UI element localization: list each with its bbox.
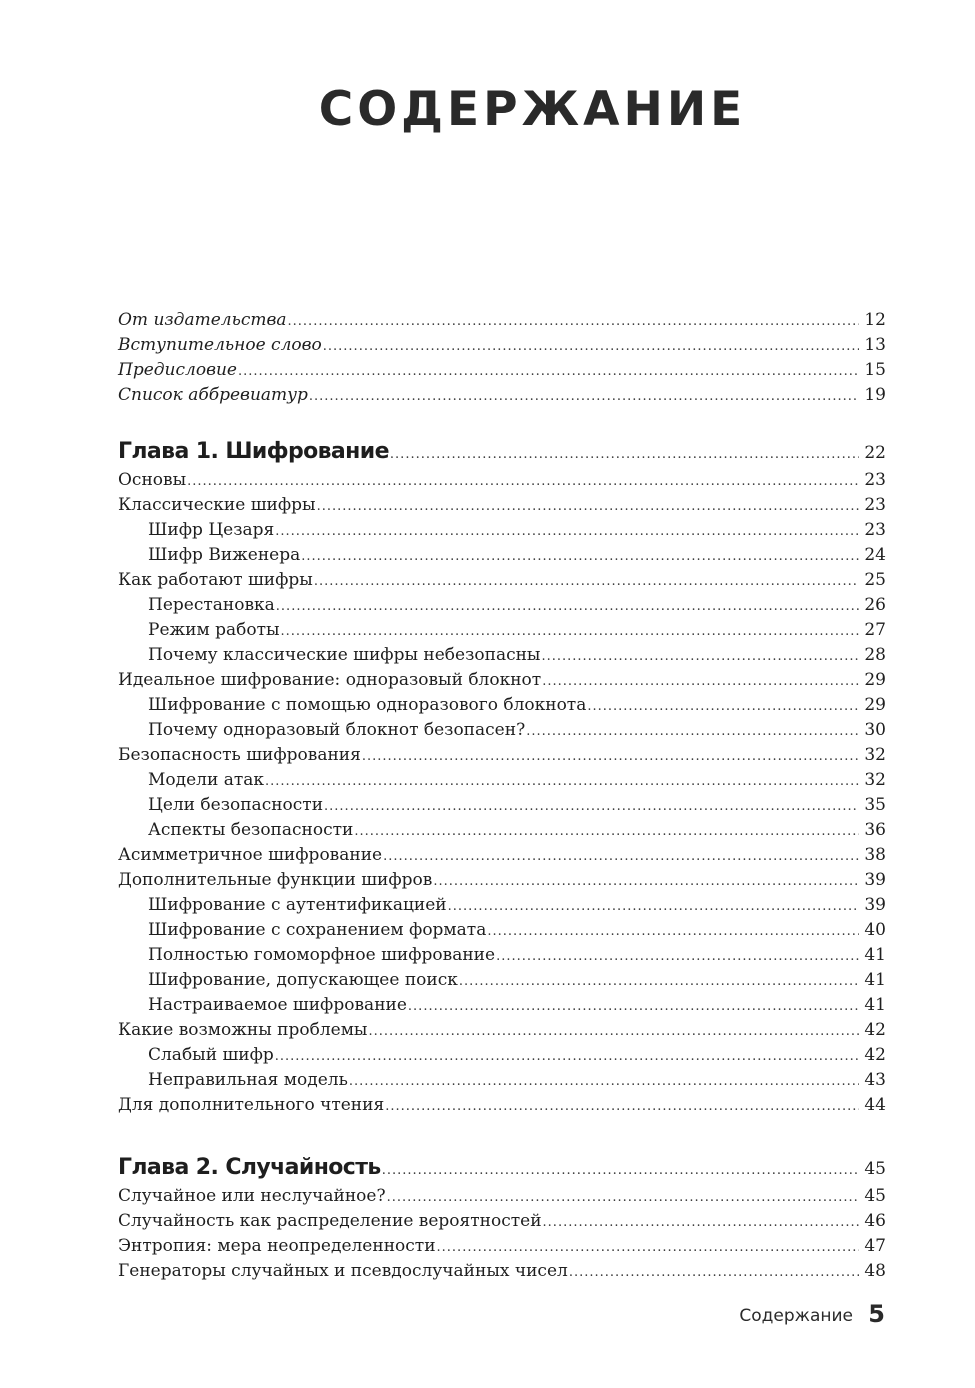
- dot-leader: [238, 359, 859, 384]
- toc-entry-page-number: 29: [864, 695, 886, 715]
- chapter-heading[interactable]: [118, 436, 886, 468]
- toc-subentry[interactable]: [118, 818, 886, 843]
- toc-entry-page-number: 22: [864, 443, 886, 463]
- dot-leader: [385, 1094, 859, 1119]
- toc-subentry[interactable]: [118, 993, 886, 1018]
- toc-entry-title: Как работают шифры: [118, 570, 313, 590]
- toc-entry-page-number: 35: [864, 795, 886, 815]
- toc-entry-page-number: 32: [864, 770, 886, 790]
- toc-entry-page-number: 13: [864, 335, 886, 355]
- toc-entry[interactable]: [118, 1259, 886, 1284]
- running-footer-label: Содержание: [739, 1306, 853, 1326]
- toc-entry-page-number: 41: [864, 970, 886, 990]
- toc-subentry[interactable]: [118, 693, 886, 718]
- toc-entry-title: Глава 2. Случайность: [118, 1155, 381, 1180]
- toc-entry-title: Полностью гомоморфное шифрование: [148, 945, 496, 965]
- toc-entry[interactable]: [118, 1234, 886, 1259]
- toc-subentry[interactable]: [118, 1043, 886, 1068]
- toc-entry-title: Генераторы случайных и псевдослучайных чисел: [118, 1261, 568, 1281]
- toc-entry-page-number: 15: [864, 360, 886, 380]
- toc-entry-page-number: 39: [864, 895, 886, 915]
- toc-entry-title: Шифрование с помощью одноразового блокнота: [148, 695, 587, 715]
- dot-leader: [349, 1069, 859, 1094]
- dot-leader: [383, 844, 859, 869]
- toc-entry-page-number: 43: [864, 1070, 886, 1090]
- dot-leader: [587, 694, 859, 719]
- toc-entry-title: Шифрование с сохранением формата: [148, 920, 487, 940]
- toc-entry[interactable]: [118, 308, 886, 333]
- toc-subentry[interactable]: [118, 618, 886, 643]
- toc-entry-page-number: 45: [864, 1159, 886, 1179]
- dot-leader: [459, 969, 859, 994]
- toc-entry-page-number: 44: [864, 1095, 886, 1115]
- toc-entry-page-number: 47: [864, 1236, 886, 1256]
- toc-entry-page-number: 12: [864, 310, 886, 330]
- toc-subentry[interactable]: [118, 1068, 886, 1093]
- toc-entry-title: Неправильная модель: [148, 1070, 348, 1090]
- toc-entry-title: Модели атак: [148, 770, 265, 790]
- toc-entry-title: Классические шифры: [118, 495, 316, 515]
- dot-leader: [354, 819, 859, 844]
- dot-leader: [526, 719, 859, 744]
- toc-entry-title: Какие возможны проблемы: [118, 1020, 368, 1040]
- toc-entry-page-number: 25: [864, 570, 886, 590]
- toc-entry-page-number: 32: [864, 745, 886, 765]
- toc-entry-page-number: 42: [864, 1045, 886, 1065]
- dot-leader: [288, 309, 859, 334]
- toc-subentry[interactable]: [118, 968, 886, 993]
- toc-entry[interactable]: [118, 568, 886, 593]
- toc-entry[interactable]: [118, 743, 886, 768]
- dot-leader: [408, 994, 859, 1019]
- toc-subentry[interactable]: [118, 893, 886, 918]
- toc-entry-page-number: 29: [864, 670, 886, 690]
- toc-entry-page-number: 19: [864, 385, 886, 405]
- toc-entry-title: Идеальное шифрование: одноразовый блокнот: [118, 670, 542, 690]
- chapter-1-section: [118, 436, 886, 1118]
- dot-leader: [301, 544, 859, 569]
- toc-entry-title: Шифрование, допускающее поиск: [148, 970, 458, 990]
- toc-entry-title: Шифрование с аутентификацией: [148, 895, 447, 915]
- dot-leader: [541, 644, 859, 669]
- dot-leader: [390, 439, 859, 471]
- toc-subentry[interactable]: [118, 593, 886, 618]
- toc-entry-page-number: 38: [864, 845, 886, 865]
- toc-entry-title: Вступительное слово: [118, 335, 322, 355]
- toc-entry-page-number: 39: [864, 870, 886, 890]
- toc-entry[interactable]: [118, 868, 886, 893]
- dot-leader: [281, 619, 859, 644]
- toc-entry[interactable]: [118, 1209, 886, 1234]
- toc-subentry[interactable]: [118, 918, 886, 943]
- toc-entry[interactable]: [118, 333, 886, 358]
- toc-subentry[interactable]: [118, 518, 886, 543]
- dot-leader: [387, 1185, 859, 1210]
- toc-entry-page-number: 48: [864, 1261, 886, 1281]
- toc-subentry[interactable]: [118, 543, 886, 568]
- dot-leader: [314, 569, 859, 594]
- toc-entry-page-number: 24: [864, 545, 886, 565]
- dot-leader: [187, 469, 859, 494]
- toc-entry-page-number: 41: [864, 995, 886, 1015]
- toc-entry[interactable]: [118, 843, 886, 868]
- toc-entry-page-number: 30: [864, 720, 886, 740]
- toc-entry-title: Случайность как распределение вероятностей: [118, 1211, 542, 1231]
- dot-leader: [542, 669, 859, 694]
- toc-entry-page-number: 45: [864, 1186, 886, 1206]
- toc-entry-title: Слабый шифр: [148, 1045, 274, 1065]
- toc-entry-title: Основы: [118, 470, 187, 490]
- toc-entry-title: Настраиваемое шифрование: [148, 995, 407, 1015]
- toc-entry-page-number: 36: [864, 820, 886, 840]
- dot-leader: [543, 1210, 859, 1235]
- toc-entry-title: Почему одноразовый блокнот безопасен?: [148, 720, 526, 740]
- front-matter-list: [118, 308, 886, 408]
- toc-entry-page-number: 40: [864, 920, 886, 940]
- toc-entry-title: Почему классические шифры небезопасны: [148, 645, 541, 665]
- toc-entry-title: Дополнительные функции шифров: [118, 870, 433, 890]
- toc-entry[interactable]: [118, 383, 886, 408]
- page-number: 5: [868, 1300, 885, 1328]
- toc-entry[interactable]: [118, 1018, 886, 1043]
- page-title: СОДЕРЖАНИЕ: [318, 82, 747, 137]
- dot-leader: [382, 1155, 859, 1187]
- toc-entry-title: Шифр Цезаря: [148, 520, 275, 540]
- chapter-heading[interactable]: [118, 1152, 886, 1184]
- toc-entry-page-number: 28: [864, 645, 886, 665]
- dot-leader: [276, 594, 859, 619]
- toc-entry-page-number: 23: [864, 495, 886, 515]
- dot-leader: [323, 334, 859, 359]
- toc-entry-page-number: 46: [864, 1211, 886, 1231]
- toc-entry[interactable]: [118, 1184, 886, 1209]
- toc-entry[interactable]: [118, 668, 886, 693]
- toc-entry-title: Безопасность шифрования: [118, 745, 361, 765]
- dot-leader: [448, 894, 859, 919]
- dot-leader: [487, 919, 859, 944]
- dot-leader: [324, 794, 859, 819]
- toc-entry-title: Предисловие: [118, 360, 237, 380]
- toc-entry-title: Для дополнительного чтения: [118, 1095, 385, 1115]
- toc-subentry[interactable]: [118, 643, 886, 668]
- toc-subentry[interactable]: [118, 768, 886, 793]
- toc-entry-title: Шифр Виженера: [148, 545, 301, 565]
- toc-entry-page-number: 27: [864, 620, 886, 640]
- toc-subentry[interactable]: [118, 718, 886, 743]
- toc-entry-title: Режим работы: [148, 620, 280, 640]
- toc-entry-title: Перестановка: [148, 595, 275, 615]
- dot-leader: [496, 944, 859, 969]
- toc-entry[interactable]: [118, 493, 886, 518]
- toc-subentry[interactable]: [118, 793, 886, 818]
- toc-entry-page-number: 23: [864, 470, 886, 490]
- toc-entry-title: Случайное или неслучайное?: [118, 1186, 386, 1206]
- dot-leader: [265, 769, 859, 794]
- dot-leader: [275, 1044, 859, 1069]
- toc-entry-page-number: 26: [864, 595, 886, 615]
- toc-entry-title: Аспекты безопасности: [148, 820, 354, 840]
- toc-entry[interactable]: [118, 1093, 886, 1118]
- chapter-2-section: [118, 1152, 886, 1284]
- dot-leader: [569, 1260, 859, 1285]
- toc-entry[interactable]: [118, 358, 886, 383]
- toc-entry-page-number: 23: [864, 520, 886, 540]
- toc-entry-title: Список аббревиатур: [118, 385, 308, 405]
- dot-leader: [275, 519, 859, 544]
- dot-leader: [317, 494, 859, 519]
- toc-entry-title: От издательства: [118, 310, 287, 330]
- dot-leader: [433, 869, 859, 894]
- toc-entry-page-number: 42: [864, 1020, 886, 1040]
- toc-entry-title: Асимметричное шифрование: [118, 845, 383, 865]
- toc-entry-title: Энтропия: мера неопределенности: [118, 1236, 436, 1256]
- dot-leader: [362, 744, 859, 769]
- toc-entry[interactable]: [118, 468, 886, 493]
- dot-leader: [437, 1235, 859, 1260]
- toc-entry-title: Глава 1. Шифрование: [118, 439, 389, 464]
- dot-leader: [368, 1019, 859, 1044]
- dot-leader: [309, 384, 859, 409]
- toc-subentry[interactable]: [118, 943, 886, 968]
- toc-entry-title: Цели безопасности: [148, 795, 324, 815]
- toc-entry-page-number: 41: [864, 945, 886, 965]
